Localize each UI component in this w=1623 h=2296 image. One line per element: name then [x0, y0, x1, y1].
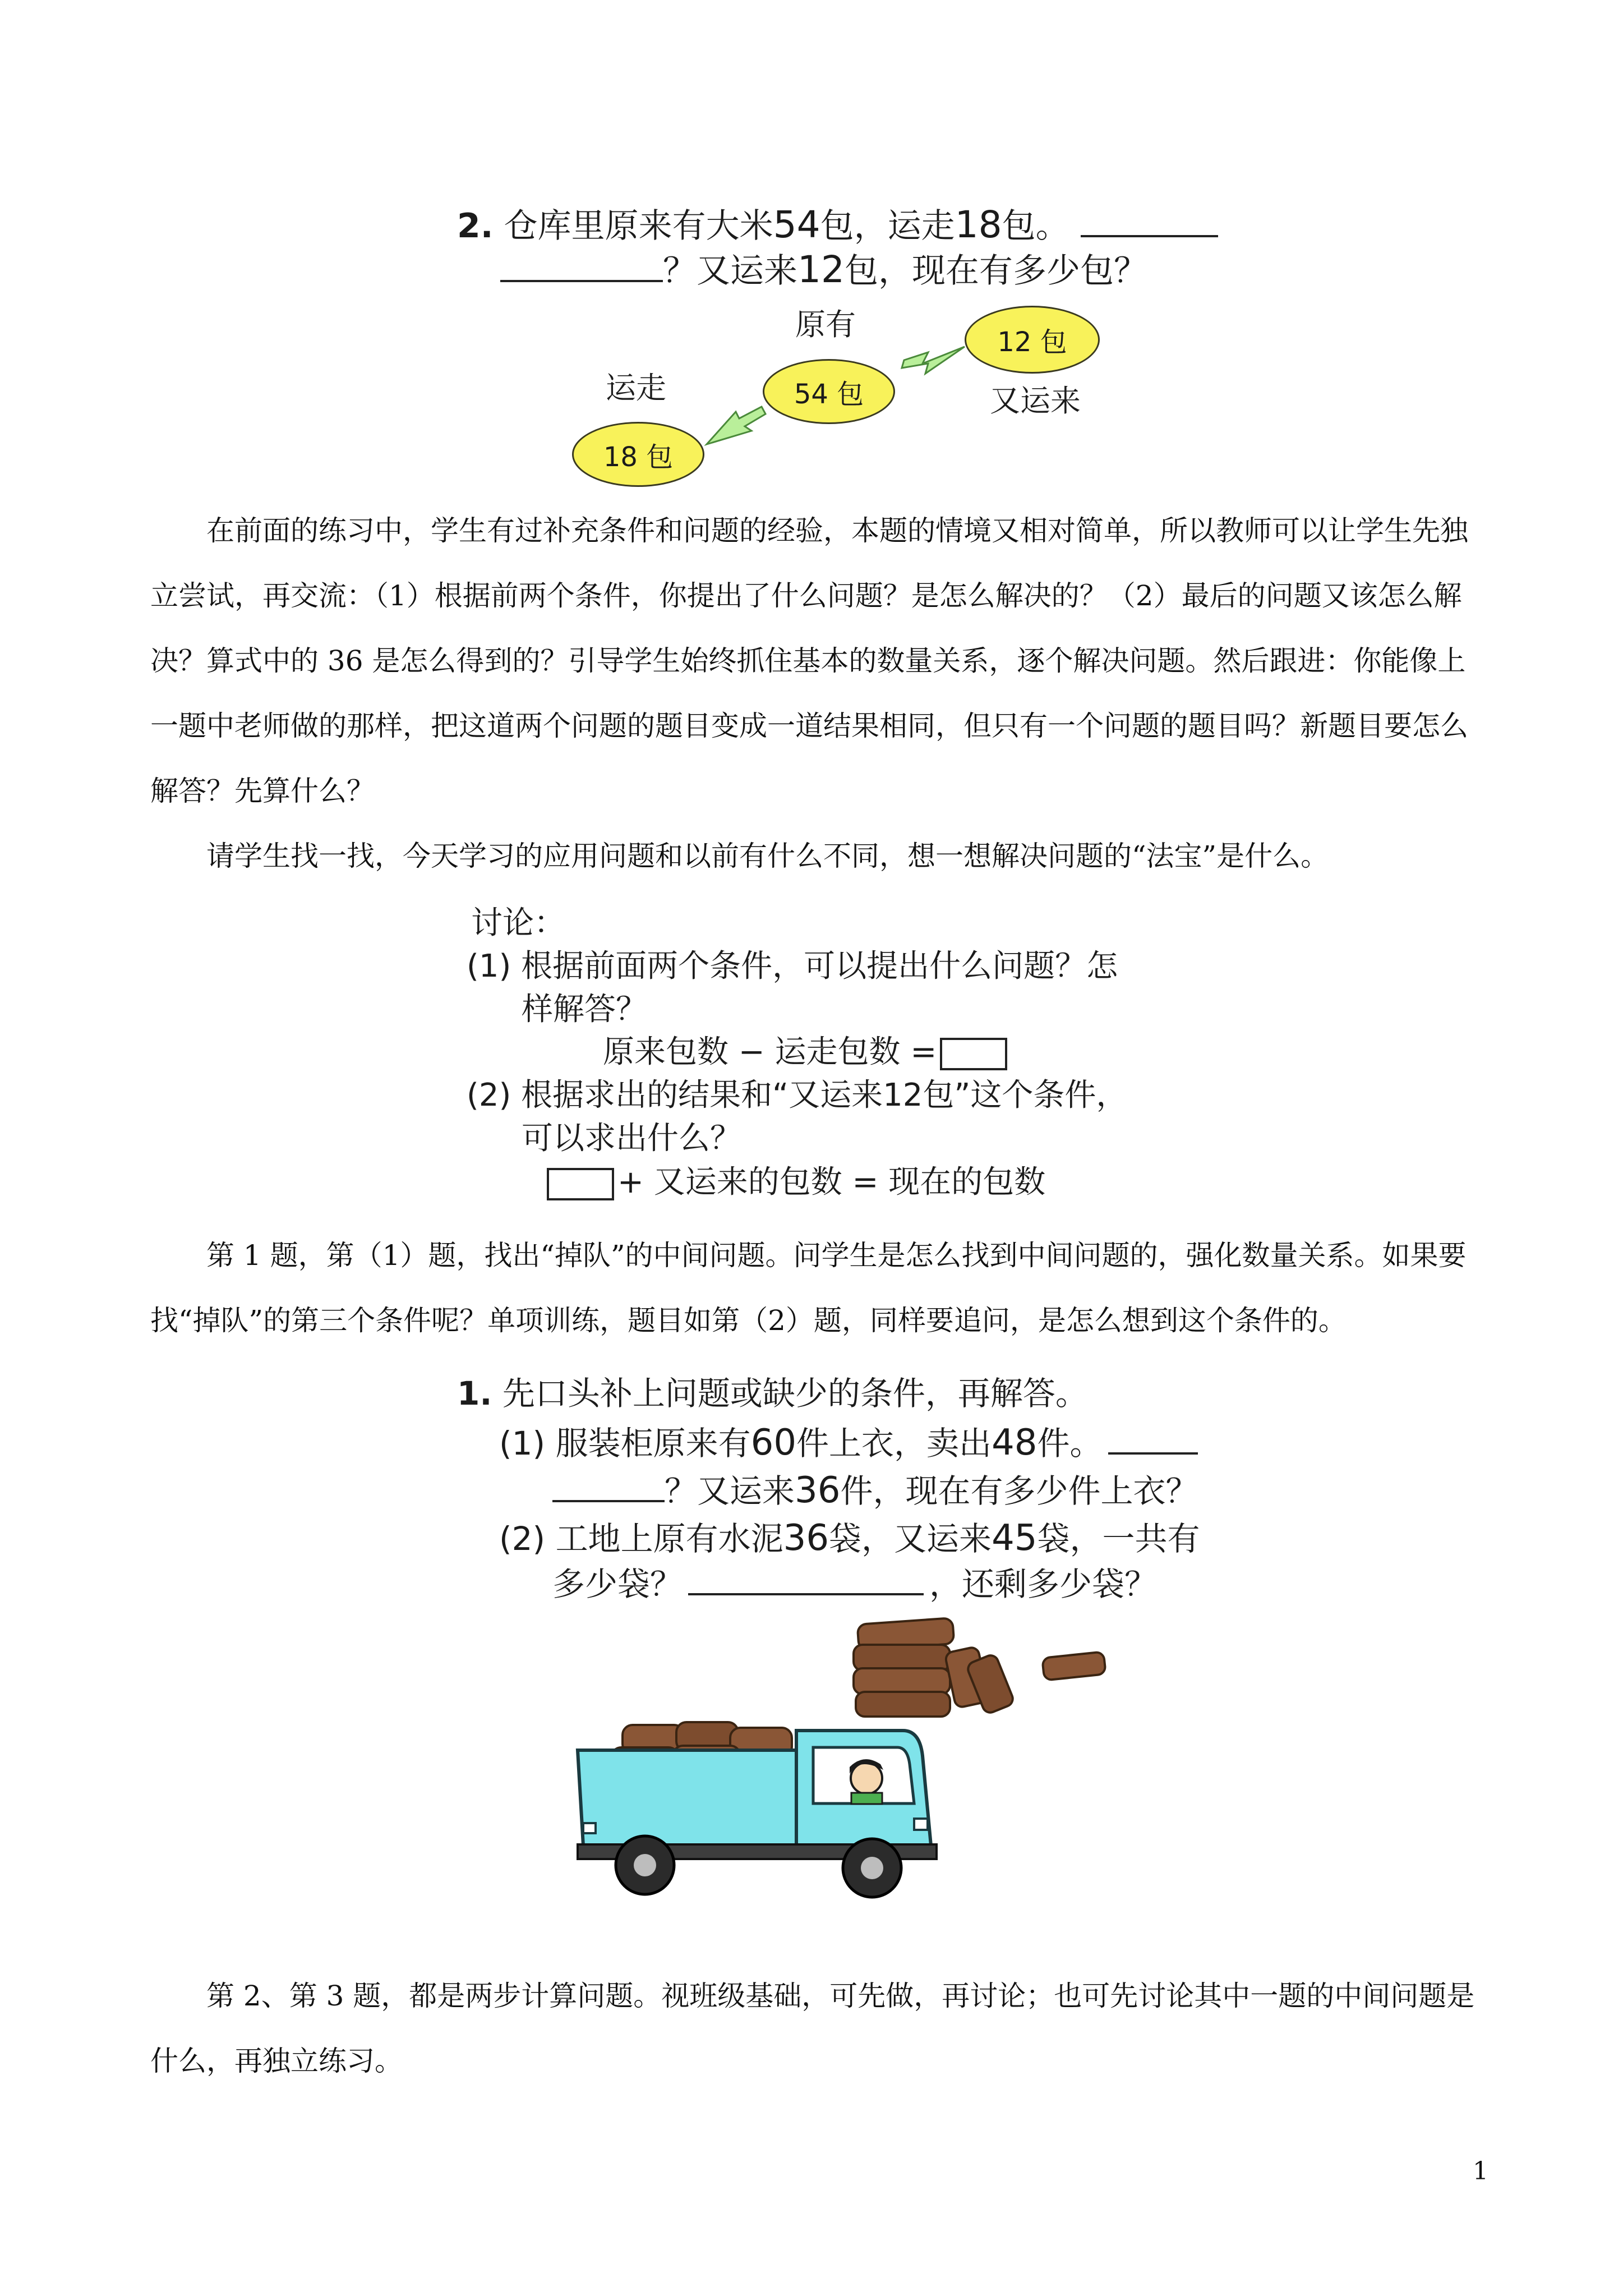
problem1-sub2: (2) 工地上原有水泥36袋，又运来45袋，一共有	[499, 1517, 1200, 1559]
page-number: 1	[1473, 2157, 1488, 2185]
truck-illustration	[566, 1610, 1116, 1924]
cement-bag-icon	[854, 1618, 1106, 1717]
answer-box	[940, 1038, 1007, 1070]
truck-bed	[578, 1750, 805, 1846]
answer-blank	[688, 1588, 924, 1595]
problem1-title: 1. 先口头补上问题或缺少的条件，再解答。	[457, 1374, 1088, 1412]
label-moved-away: 运走	[606, 370, 666, 406]
label-original: 原有	[795, 307, 856, 342]
discussion-q1-cont: 样解答？	[522, 991, 647, 1028]
paragraph-1: 在前面的练习中，学生有过补充条件和问题的经验，本题的情境又相对简单，所以教师可以让学生先独立尝试，再交流：（1）根据前两个条件，你提出了什么问题？是怎么解决的？（2）最后的问题又该怎么解决？算式中的 36 是怎么得到的？引导学生始终抓住基本的数量关系，逐个解决问题。然后跟进：你能像上一题中老师做的那样，把这道两个问题的题目变成一道结果相同，但只有一个问题的题目吗？新题目要怎么解答？先算什么？	[150, 514, 1468, 807]
problem2-line1: 2. 仓库里原来有大米54包，运走18包。	[457, 206, 1218, 243]
discussion-title: 讨论：	[471, 905, 565, 941]
problem1-sub1-line2: ？又运来36件，现在有多少件上衣？	[552, 1473, 1198, 1508]
diagram-arrows	[673, 337, 987, 460]
driver-icon	[851, 1763, 882, 1794]
ellipse-12: 12 包	[965, 306, 1100, 374]
answer-blank	[1108, 1447, 1198, 1455]
problem2-line2: ？又运来12包，现在有多少包？	[500, 251, 1147, 288]
paragraph-4: 第 2、第 3 题，都是两步计算问题。视班级基础，可先做，再讨论；也可先讨论其中一题的中间问题是什么，再独立练习。	[150, 1980, 1475, 2077]
arrow-out-icon	[707, 407, 766, 444]
problem2-number: 2.	[457, 206, 494, 246]
discussion-q2: (2) 根据求出的结果和“又运来12包”这个条件，	[467, 1077, 1128, 1114]
answer-blank	[552, 1494, 665, 1502]
answer-blank	[1081, 229, 1218, 237]
arrow-in-icon	[902, 347, 965, 374]
ellipse-18: 18 包	[572, 422, 704, 487]
discussion-q1: (1) 根据前面两个条件，可以提出什么问题？怎	[467, 948, 1118, 984]
paragraph-3: 第 1 题，第（1）题，找出“掉队”的中间问题。问学生是怎么找到中间问题的，强化数量关系。如果要找“掉队”的第三个条件呢？单项训练，题目如第（2）题，同样要追问，是怎么想到这个条件的。	[150, 1239, 1467, 1337]
problem1-sub2-line2: 多少袋？ ，还剩多少袋？	[552, 1565, 1158, 1603]
answer-blank	[500, 274, 663, 282]
discussion-q2-cont: 可以求出什么？	[522, 1120, 741, 1157]
paragraph-2: 请学生找一找，今天学习的应用问题和以前有什么不同，想一想解决问题的“法宝”是什么。	[206, 840, 1329, 872]
discussion-formula-1: 原来包数 − 运走包数 =	[603, 1037, 1007, 1070]
discussion-formula-2: + 又运来的包数 = 现在的包数	[547, 1167, 1045, 1200]
label-brought-in: 又运来	[990, 383, 1081, 418]
ellipse-54: 54 包	[763, 359, 895, 424]
problem1-sub1: (1) 服装柜原来有60件上衣，卖出48件。	[499, 1425, 1198, 1461]
answer-box	[547, 1168, 614, 1200]
